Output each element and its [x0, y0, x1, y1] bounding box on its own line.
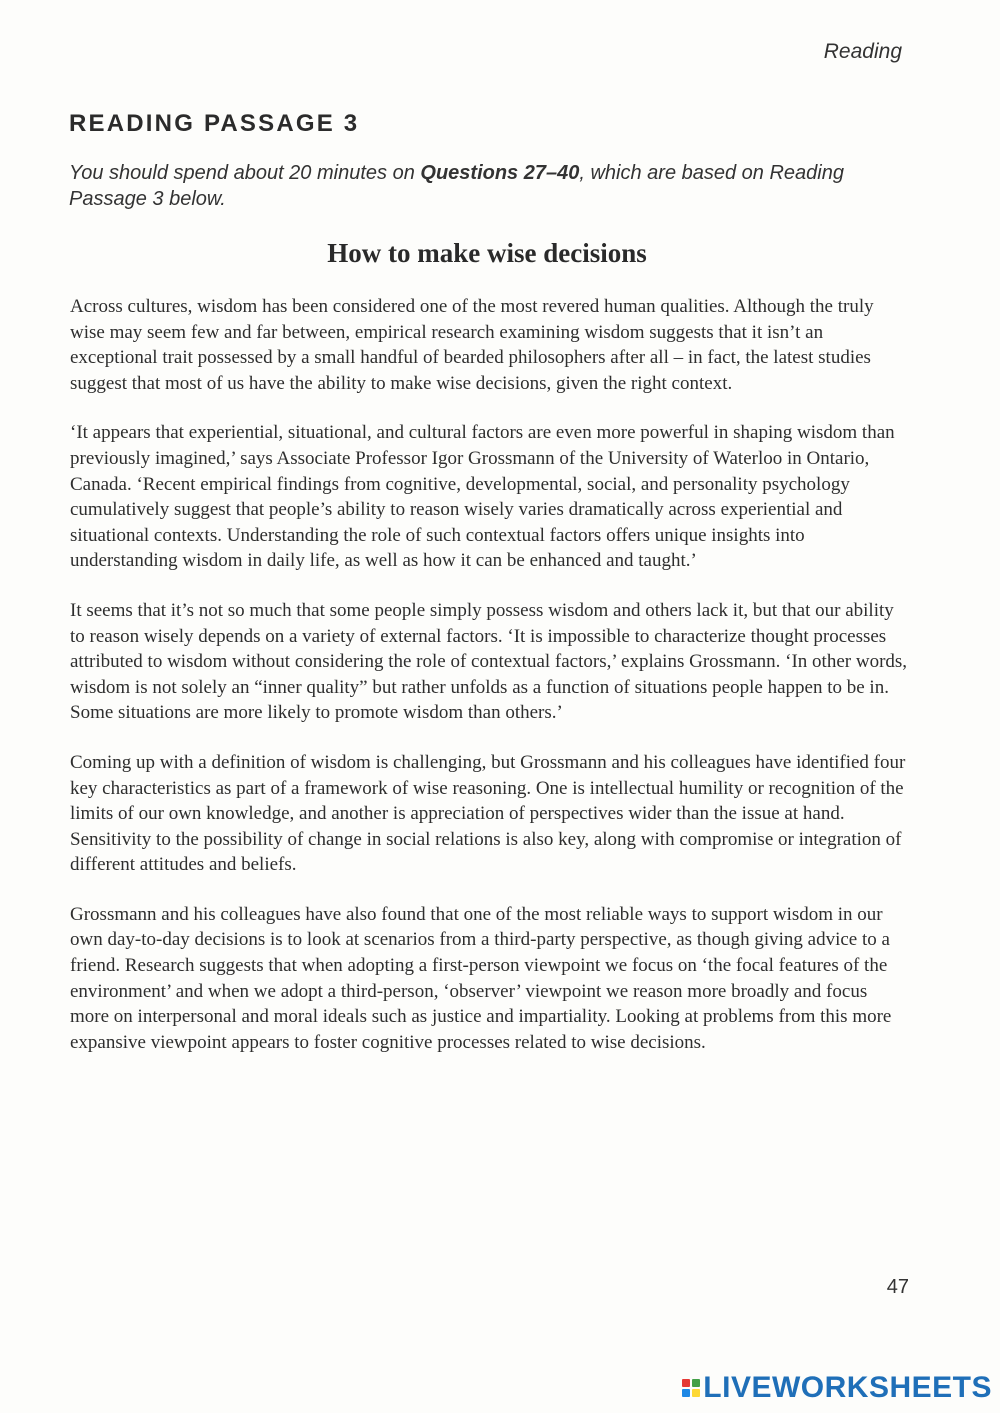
logo-square-blue — [682, 1389, 690, 1397]
watermark[interactable] — [682, 1373, 992, 1403]
page-number: 47 — [886, 1276, 909, 1298]
article-title: How to make wise decisions — [327, 238, 647, 268]
article-paragraph-5: Grossmann and his colleagues have also found that one of the most reliable ways to support wisdom in our own day-to-day decisions is to look at scenarios from a third-party perspective, as though giving advice to a friend. Research suggests that when adopting a first-person viewpoint we focus on ‘the focal features of the environment’ and when we adopt a third-person, ‘observer’ viewpoint we reason more broadly and focus more on interpersonal and moral ideals such as justice and impartiality. Looking at problems from this more expansive viewpoint appears to foster cognitive processes related to wise decisions. — [70, 903, 892, 1053]
logo-square-red — [682, 1379, 690, 1387]
watermark-text: LIVEWORKSHEETS — [703, 1371, 992, 1404]
instructions-text-before: You should spend about 20 minutes on — [69, 162, 421, 184]
logo-square-green — [692, 1379, 700, 1387]
article-body — [70, 294, 910, 1079]
section-label: Reading — [823, 40, 902, 63]
article-paragraph-2: ‘It appears that experiential, situational, and cultural factors are even more powerful in shaping wisdom than previously imagined,’ says Associate Professor Igor Grossmann of the University of Waterloo in Ontario, Canada. ‘Recent empirical findings from cognitive, developmental, social, and personality psychology cumulatively suggest that people’s ability to reason wisely varies dramatically across experiential and situational contexts. Understanding the role of such contextual factors offers unique insights into understanding wisdom in daily life, as well as how it can be enhanced and taught.’ — [70, 422, 895, 572]
passage-heading: READING PASSAGE 3 — [69, 110, 360, 137]
liveworksheets-logo-icon — [682, 1379, 700, 1397]
article-paragraph-3: It seems that it’s not so much that some people simply possess wisdom and others lack it, but that our ability to reason wisely depends on a variety of external factors. ‘It is impossible to characterize thought processes attributed to wisdom without considering the role of contextual factors,’ explains Grossmann. ‘In other words, wisdom is not solely an “inner quality” but rather unfolds as a function of situations people happen to be in. Some situations are more likely to promote wisdom than others.’ — [70, 599, 908, 724]
logo-square-yellow — [692, 1389, 700, 1397]
instructions-text-after: , which are based on Reading Passage 3 below. — [69, 162, 844, 210]
instructions-questions-range: Questions 27–40 — [420, 162, 580, 184]
article-paragraph-4: Coming up with a definition of wisdom is challenging, but Grossmann and his colleagues have identified four key characteristics as part of a framework of wise reasoning. One is intellectual humility or recognition of the limits of our own knowledge, and another is appreciation of perspectives wider than the issue at hand. Sensitivity to the possibility of change in social relations is also key, along with compromise or integration of different attitudes and beliefs. — [70, 751, 906, 876]
passage-instructions — [69, 160, 909, 212]
article-paragraph-1: Across cultures, wisdom has been considered one of the most revered human qualities. Although the truly wise may seem few and far between, empirical research examining wisdom suggests that it isn’t an exceptional trait possessed by a small handful of bearded philosophers after all – in fact, the latest studies suggest that most of us have the ability to make wise decisions, given the right context. — [70, 296, 874, 394]
